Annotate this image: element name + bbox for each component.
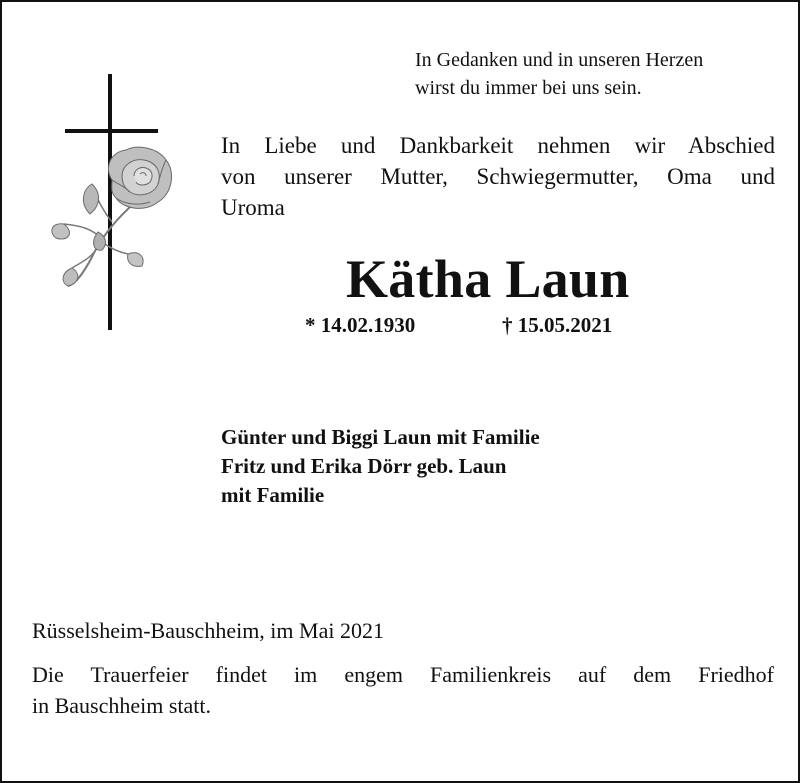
place-and-date: Rüsselsheim-Bauschheim, im Mai 2021 — [32, 618, 384, 643]
mourner-line: Günter und Biggi Laun mit Familie — [221, 425, 540, 449]
funeral-notice — [32, 659, 774, 721]
memorial-quote — [415, 46, 703, 102]
deceased-name: Kätha Laun — [346, 249, 630, 309]
quote-line: In Gedanken und in unseren Herzen — [415, 49, 704, 71]
farewell-intro — [221, 130, 775, 223]
intro-line: In Liebe und Dankbarkeit nehmen wir Abschied — [221, 133, 775, 158]
quote-line: wirst du immer bei uns sein. — [415, 77, 642, 99]
intro-line: Uroma — [221, 195, 285, 220]
mourner-line: Fritz und Erika Dörr geb. Laun — [221, 454, 507, 478]
cross-with-rose-icon — [42, 72, 192, 334]
mourner-line: mit Familie — [221, 483, 325, 507]
mourners-list — [221, 423, 540, 510]
birth-date: * 14.02.1930 — [305, 313, 416, 337]
notice-line: in Bauschheim statt. — [32, 693, 212, 718]
notice-line: Die Trauerfeier findet im engem Familienkreis auf dem Friedhof — [32, 662, 774, 687]
death-date: † 15.05.2021 — [502, 313, 613, 337]
intro-line: von unserer Mutter, Schwiegermutter, Oma und — [221, 164, 775, 189]
